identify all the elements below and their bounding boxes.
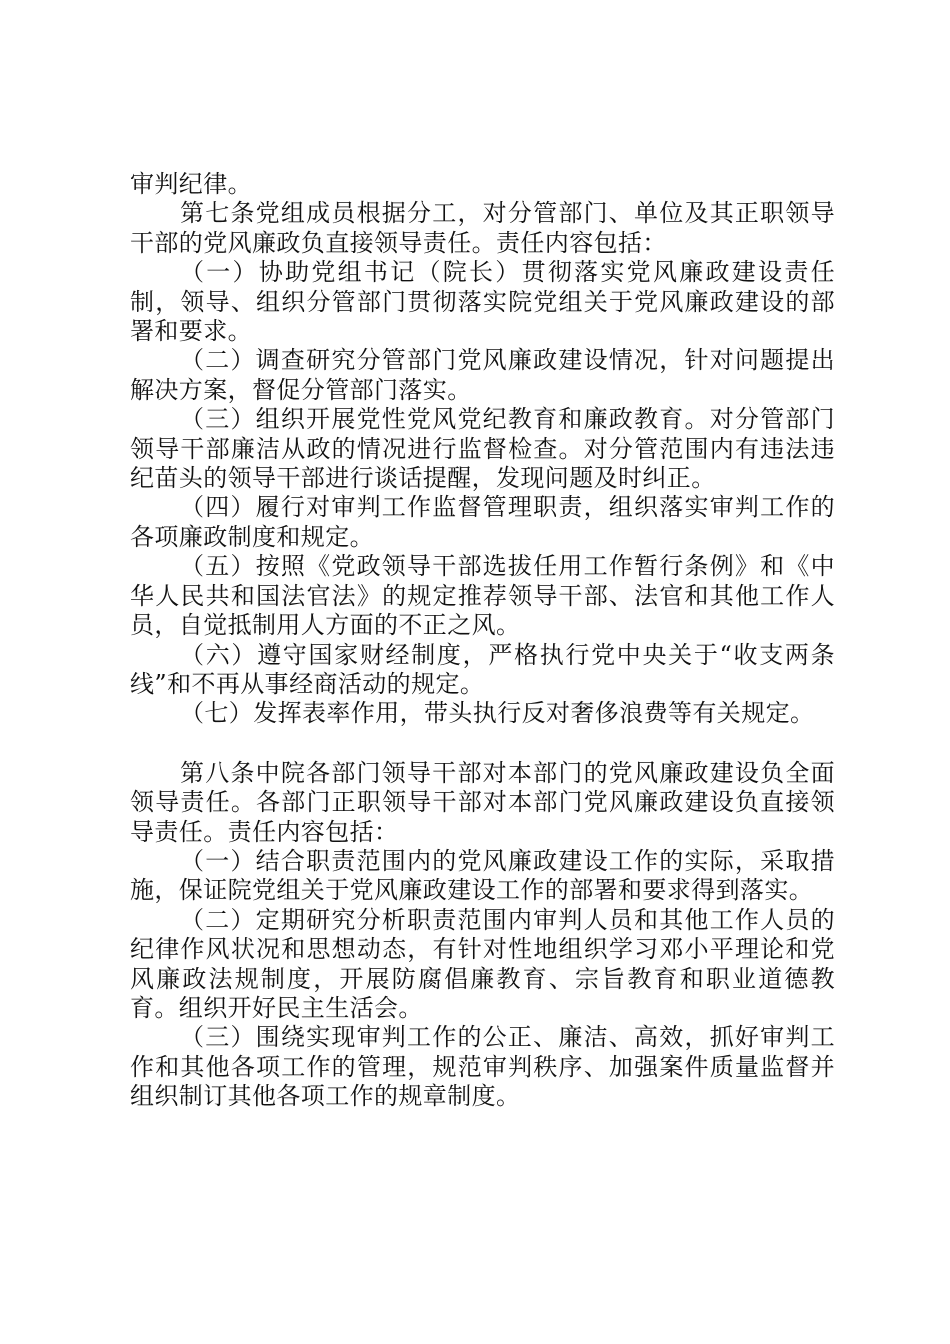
- paragraph-continuation: 审判纪律。: [130, 170, 252, 198]
- article-7-item-3: （三）组织开展党性党风党纪教育和廉政教育。对分管部门领导干部廉洁从政的情况进行监督检查。对分管范围内有违法违纪苗头的领导干部进行谈话提醒，发现问题及时纠正。: [130, 405, 835, 493]
- article-8-heading: 第八条中院各部门领导干部对本部门的党风廉政建设负全面领导责任。各部门正职领导干部对本部门党风廉政建设负直接领导责任。责任内容包括：: [130, 758, 835, 846]
- article-7-heading: 第七条党组成员根据分工，对分管部门、单位及其正职领导干部的党风廉政负直接领导责任。责任内容包括：: [130, 199, 835, 257]
- article-7-item-1: （一）协助党组书记（院长）贯彻落实党风廉政建设责任制，领导、组织分管部门贯彻落实院党组关于党风廉政建设的部署和要求。: [130, 258, 835, 346]
- article-8-item-3: （三）围绕实现审判工作的公正、廉洁、高效，抓好审判工作和其他各项工作的管理，规范审判秩序、加强案件质量监督并组织制订其他各项工作的规章制度。: [130, 1023, 835, 1111]
- article-7-item-2: （二）调查研究分管部门党风廉政建设情况，针对问题提出解决方案，督促分管部门落实。: [130, 346, 835, 404]
- article-8-item-1: （一）结合职责范围内的党风廉政建设工作的实际，采取措施，保证院党组关于党风廉政建设工作的部署和要求得到落实。: [130, 846, 835, 905]
- article-7-item-6: （六）遵守国家财经制度，严格执行党中央关于“收支两条线”和不再从事经商活动的规定。: [130, 640, 835, 698]
- article-8-item-2: （二）定期研究分析职责范围内审判人员和其他工作人员的纪律作风状况和思想动态，有针对性地组织学习邓小平理论和党风廉政法规制度，开展防腐倡廉教育、宗旨教育和职业道德教育。组织开好民主生活会。: [130, 905, 835, 1022]
- article-7-item-4: （四）履行对审判工作监督管理职责，组织落实审判工作的各项廉政制度和规定。: [130, 493, 835, 551]
- paragraph-gap: [130, 729, 835, 759]
- article-7-item-5: （五）按照《党政领导干部选拔任用工作暂行条例》和《中华人民共和国法官法》的规定推荐领导干部、法官和其他工作人员，自觉抵制用人方面的不正之风。: [130, 552, 835, 640]
- article-7-item-7: （七）发挥表率作用，带头执行反对奢侈浪费等有关规定。: [180, 699, 815, 728]
- document-body: [130, 170, 835, 1112]
